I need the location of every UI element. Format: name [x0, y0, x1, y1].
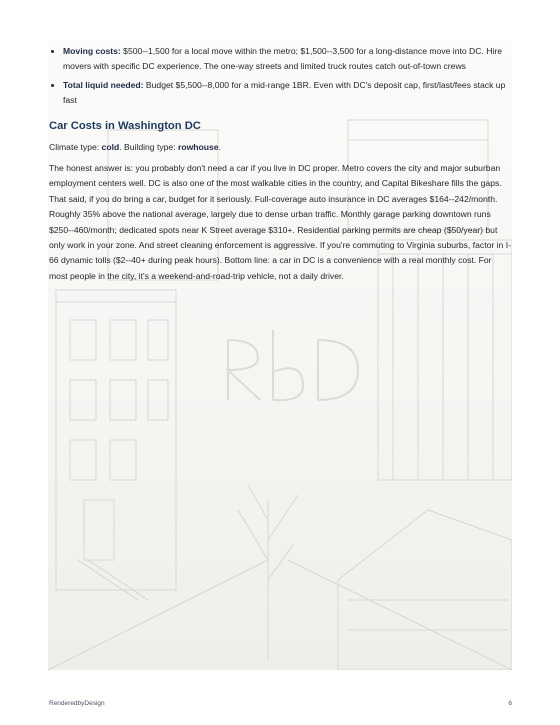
page-footer [49, 700, 512, 707]
page-content [49, 44, 511, 290]
footer-brand: RenderedbyDesign [49, 700, 105, 707]
list-item [63, 78, 511, 109]
section-body: The honest answer is: you probably don't need a car if you live in DC proper. Metro covers the city and major suburban employment centers well. DC is also one of the most walkable cities in the country, and Capital Bikeshare fills the gaps. That said, if you do bring a car, budget for it seriously. Full-coverage auto insurance in DC averages $164--242/month. Roughly 35% above the national average, largely due to dense urban traffic. Monthly garage parking downtown runs $250--460/month; dedicated spots near K Street average $310+. Residential parking permits are cheap ($50/year) but only work in your zone. And street cleaning enforcement is aggressive. If you're commuting to Virginia suburbs, factor in I-66 dynamic tolls ($2--40+ during peak hours). Bottom line: a car in DC is a convenience with a real monthly cost. For most people in the city, it's a weekend-and-road-trip vehicle, not a daily driver. [49, 163, 511, 281]
building-value: rowhouse [177, 141, 219, 152]
cost-bullet-list [49, 44, 511, 109]
page-number: 6 [508, 700, 512, 707]
building-label: . Building type: [119, 141, 176, 152]
climate-label: Climate type: [49, 141, 100, 152]
list-item [63, 44, 511, 75]
meta-end: . [218, 141, 221, 152]
climate-value: cold [101, 141, 120, 152]
bullet-text: Budget $5,500--8,000 for a mid-range 1BR. Even with DC's deposit cap, first/last/fees stack up fast [63, 79, 506, 106]
section-heading: Car Costs in Washington DC [49, 119, 201, 132]
section-meta [49, 140, 511, 155]
bullet-text: $500--1,500 for a local move within the metro; $1,500--3,500 for a long-distance move into DC. Hire movers with specific DC experience. The one-way streets and limited truck routes catch out-of-town crews [63, 46, 502, 72]
bullet-label: Moving costs: [63, 46, 121, 56]
bullet-label: Total liquid needed: [63, 79, 144, 90]
